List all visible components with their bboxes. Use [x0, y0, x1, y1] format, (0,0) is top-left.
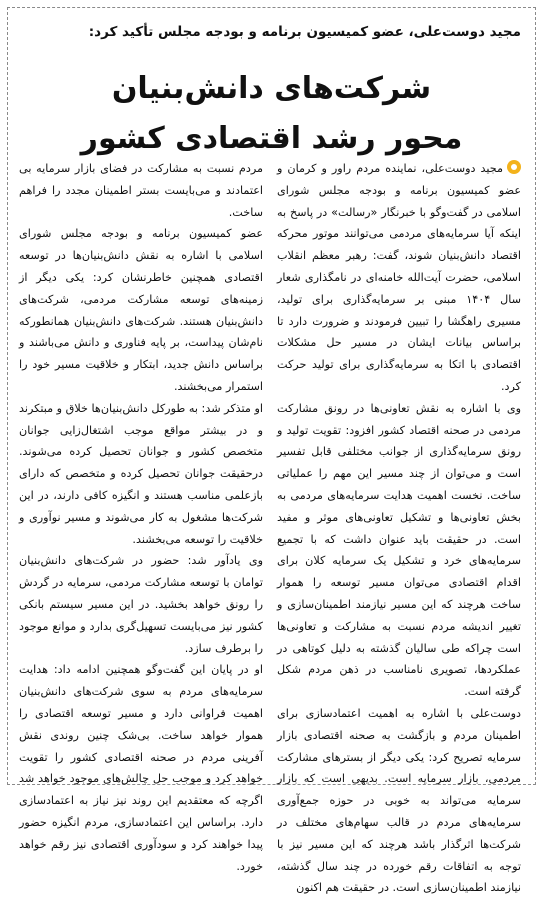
- headline-line-2: محور رشد اقتصادی کشور: [80, 121, 463, 156]
- paragraph: عضو کمیسیون برنامه و بودجه مجلس شورای اسلامی با اشاره به نقش دانش‌بنیان‌ها در توسعه اقتصادی همچنین خاطرنشان کرد: یکی دیگر از زمینه‌های توسعه مشارکت مردمی، شرکت‌های دانش‌بنیان هستند. شرکت‌های دانش‌بنیان همانطورکه نام‌شان پیداست، بر پایه فناوری و دانش می‌باشند و براساس دانش جدید، ابتکار و خلاقیت مسیر خود را استمرار می‌بخشند.: [19, 227, 263, 393]
- newspaper-clipping: [7, 7, 536, 895]
- paragraph: مجید دوست‌علی، نماینده مردم راور و کرمان و عضو کمیسیون برنامه و بودجه مجلس شورای اسلامی در گفت‌وگو با خبرنگار «رسالت» در پاسخ به اینکه آیا سرمایه‌های مردمی می‌توانند موتور محرکه اقتصاد دانش‌بنیان شوند، گفت: رهبر معظم انقلاب اسلامی، حضرت آیت‌الله خامنه‌ای در نامگذاری شعار سال ۱۴۰۴ مبنی بر سرمایه‌گذاری برای تولید، مسیری راهگشا را تبیین فرمودند و ضرورت دارد تا براساس بیانات ایشان در مسیر حل مشکلات اقتصادی با اتکا به سرمایه‌گذاری برای تولید حرکت کرد.: [277, 162, 521, 393]
- article-body: [19, 158, 521, 895]
- kicker: مجید دوست‌علی، عضو کمیسیون برنامه و بودجه مجلس تأکید کرد:: [88, 24, 521, 40]
- paragraph: وی یادآور شد: حضور در شرکت‌های دانش‌بنیان توامان با توسعه مشارکت مردمی، سرمایه در گردش را رونق خواهد بخشید. در این مسیر سیستم بانکی کشور نیز می‌بایست تسهیل‌گری بدارد و موانع موجود را برطرف سازد.: [19, 554, 263, 655]
- headline: [22, 64, 521, 164]
- circle-dot-icon: [507, 160, 521, 174]
- paragraph: مردم نسبت به مشارکت در فضای بازار سرمایه بی اعتمادند و می‌بایست بستر اطمینان مجدد را فراهم ساخت.: [19, 162, 263, 219]
- paragraph: او در پایان این گفت‌وگو همچنین ادامه داد: هدایت سرمایه‌های مردم به سوی شرکت‌های دانش‌بنیان اهمیت فراوانی دارد و مسیر توسعه اقتصادی را هموار خواهد ساخت. بی‌شک چنین روندی نقش آفرینی مردم در صحنه اقتصادی کشور را تقویت خواهد کرد و موجب حل چالش‌های موجود خواهد شد اگرچه که معتقدیم این روند نیز نیاز به اعتمادسازی دارد. براساس این اعتمادسازی، مردم انگیزه حضور پیدا خواهند کرد و سودآوری اقتصادی نیز رقم خواهد خورد.: [19, 663, 263, 873]
- paragraph: وی با اشاره به نقش تعاونی‌ها در رونق مشارکت مردمی در صحنه اقتصاد کشور افزود: تقویت تولید و رونق سرمایه‌گذاری از جوانب مختلفی قابل تفسیر است و می‌توان از چند مسیر این مهم را عملیاتی ساخت. نخست اهمیت هدایت سرمایه‌های مردمی به بخش تعاونی‌ها و تشکیل تعاونی‌های موثر و مفید است. در حقیقت باید عنوان داشت که با تجمیع سرمایه‌های خرد و تشکیل یک سرمایه کلان برای اقدام اقتصادی می‌توان مسیر توسعه را هموار ساخت هرچند که این مسیر نیازمند اطمینان‌سازی و تغییر اندیشه مردم نسبت به مشارکت و تعاونی‌ها است چراکه طی سالیان گذشته به دلیل کوتاهی در عملکردها، تصویری نامناسب در ذهن مردم شکل گرفته است.: [277, 401, 521, 699]
- paragraph: او متذکر شد: به طورکل دانش‌بنیان‌ها خلاق و مبتکرند و در بیشتر مواقع موجب اشتغال‌زایی جوانان متخصص کشور و جوانان تحصیل کرده می‌شوند. درحقیقت جوانان تحصیل کرده و متخصص که دارای بازعلمی مناسب هستند و انگیزه کافی دارند، در این شرکت‌ها مشغول به کار می‌شوند و مسیر نوآوری و خلاقیت را توسعه می‌بخشند.: [19, 401, 263, 546]
- headline-line-1: شرکت‌های دانش‌بنیان: [111, 71, 432, 106]
- paragraph: دوست‌علی با اشاره به اهمیت اعتمادسازی برای اطمینان مردم و بازگشت به صحنه اقتصادی بازار سرمایه تصریح کرد: یکی دیگر از بسترهای مشارکت مردمی، بازار سرمایه است. بدیهی است که بازار سرمایه می‌تواند به خوبی در حوزه جمع‌آوری سرمایه‌های مردم در قالب سهام‌های مختلف در شرکت‌ها اثرگذار باشد هرچند که این مسیر نیز با توجه به اتفاقات رقم خورده در چند سال گذشته، نیازمند اطمینان‌سازی است. در حقیقت هم اکنون: [277, 706, 521, 895]
- column-left: [19, 158, 263, 873]
- column-right: [277, 158, 521, 895]
